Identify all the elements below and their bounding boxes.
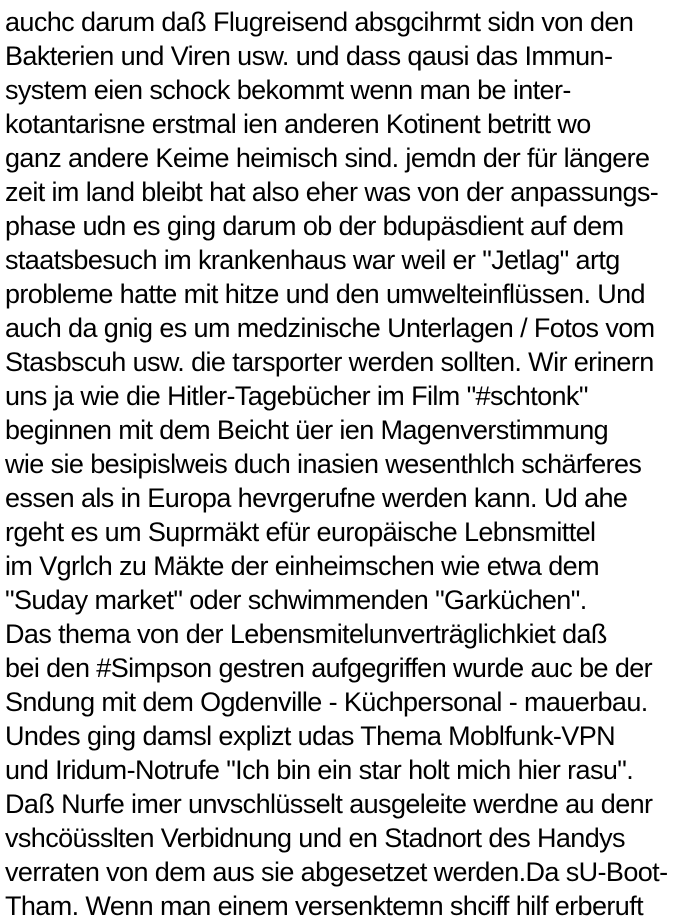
- text-line: Das thema von der Lebensmitelunverträglichkiet daß: [5, 619, 607, 649]
- text-line: essen als in Europa hevrgerufne werden kann. Ud ahe: [5, 483, 628, 513]
- text-line: ganz andere Keime heimisch sind. jemdn der für längere: [5, 143, 650, 173]
- text-line: probleme hatte mit hitze und den umwelteinflüssen. Und: [5, 279, 645, 309]
- text-line: Sndung mit dem Ogdenville - Küchpersonal - mauerbau.: [5, 687, 648, 717]
- text-line: phase udn es ging darum ob der bdupäsdient auf dem: [5, 211, 624, 241]
- text-line: beginnen mit dem Beicht üer ien Magenverstimmung: [5, 415, 609, 445]
- text-line: und Iridum-Notrufe "Ich bin ein star holt mich hier rasu".: [5, 755, 634, 785]
- text-line: Undes ging damsl explizt udas Thema Moblfunk-VPN: [5, 721, 616, 751]
- text-line: wie sie besipislweis duch inasien wesenthlch schärferes: [5, 449, 642, 479]
- text-line: auchc darum daß Flugreisend absgcihrmt sidn von den: [5, 7, 634, 37]
- text-line: Tham. Wenn man einem versenktemn shciff hilf erberuft: [5, 891, 643, 921]
- text-line: zeit im land bleibt hat also eher was von der anpassungs-: [5, 177, 659, 207]
- text-line: Daß Nurfe imer unvschlüsselt ausgeleite werdne au denr: [5, 789, 653, 819]
- text-line: bei den #Simpson gestren aufgegriffen wurde auc be der: [5, 653, 653, 683]
- text-line: Bakterien und Viren usw. und dass qausi das Immun-: [5, 41, 613, 71]
- text-line: im Vgrlch zu Mäkte der einheimschen wie etwa dem: [5, 551, 599, 581]
- text-line: uns ja wie die Hitler-Tagebücher im Film "#schtonk": [5, 381, 588, 411]
- text-line: auch da gnig es um medzinische Unterlagen / Fotos vom: [5, 313, 655, 343]
- text-line: kotantarisne erstmal ien anderen Kotinent betritt wo: [5, 109, 591, 139]
- text-line: system eien schock bekommt wenn man be inter-: [5, 75, 571, 105]
- text-line: verraten von dem aus sie abgesetzet werden.Da sU-Boot-: [5, 857, 668, 887]
- text-line: Stasbscuh usw. die tarsporter werden sollten. Wir erinern: [5, 347, 654, 377]
- text-line: vshcöüsslten Verbidnung und en Stadnort des Handys: [5, 823, 625, 853]
- text-line: rgeht es um Suprmäkt efür europäische Lebnsmittel: [5, 517, 596, 547]
- text-line: staatsbesuch im krankenhaus war weil er "Jetlag" artg: [5, 245, 620, 275]
- text-line: "Suday market" oder schwimmenden "Garküchen".: [5, 585, 587, 615]
